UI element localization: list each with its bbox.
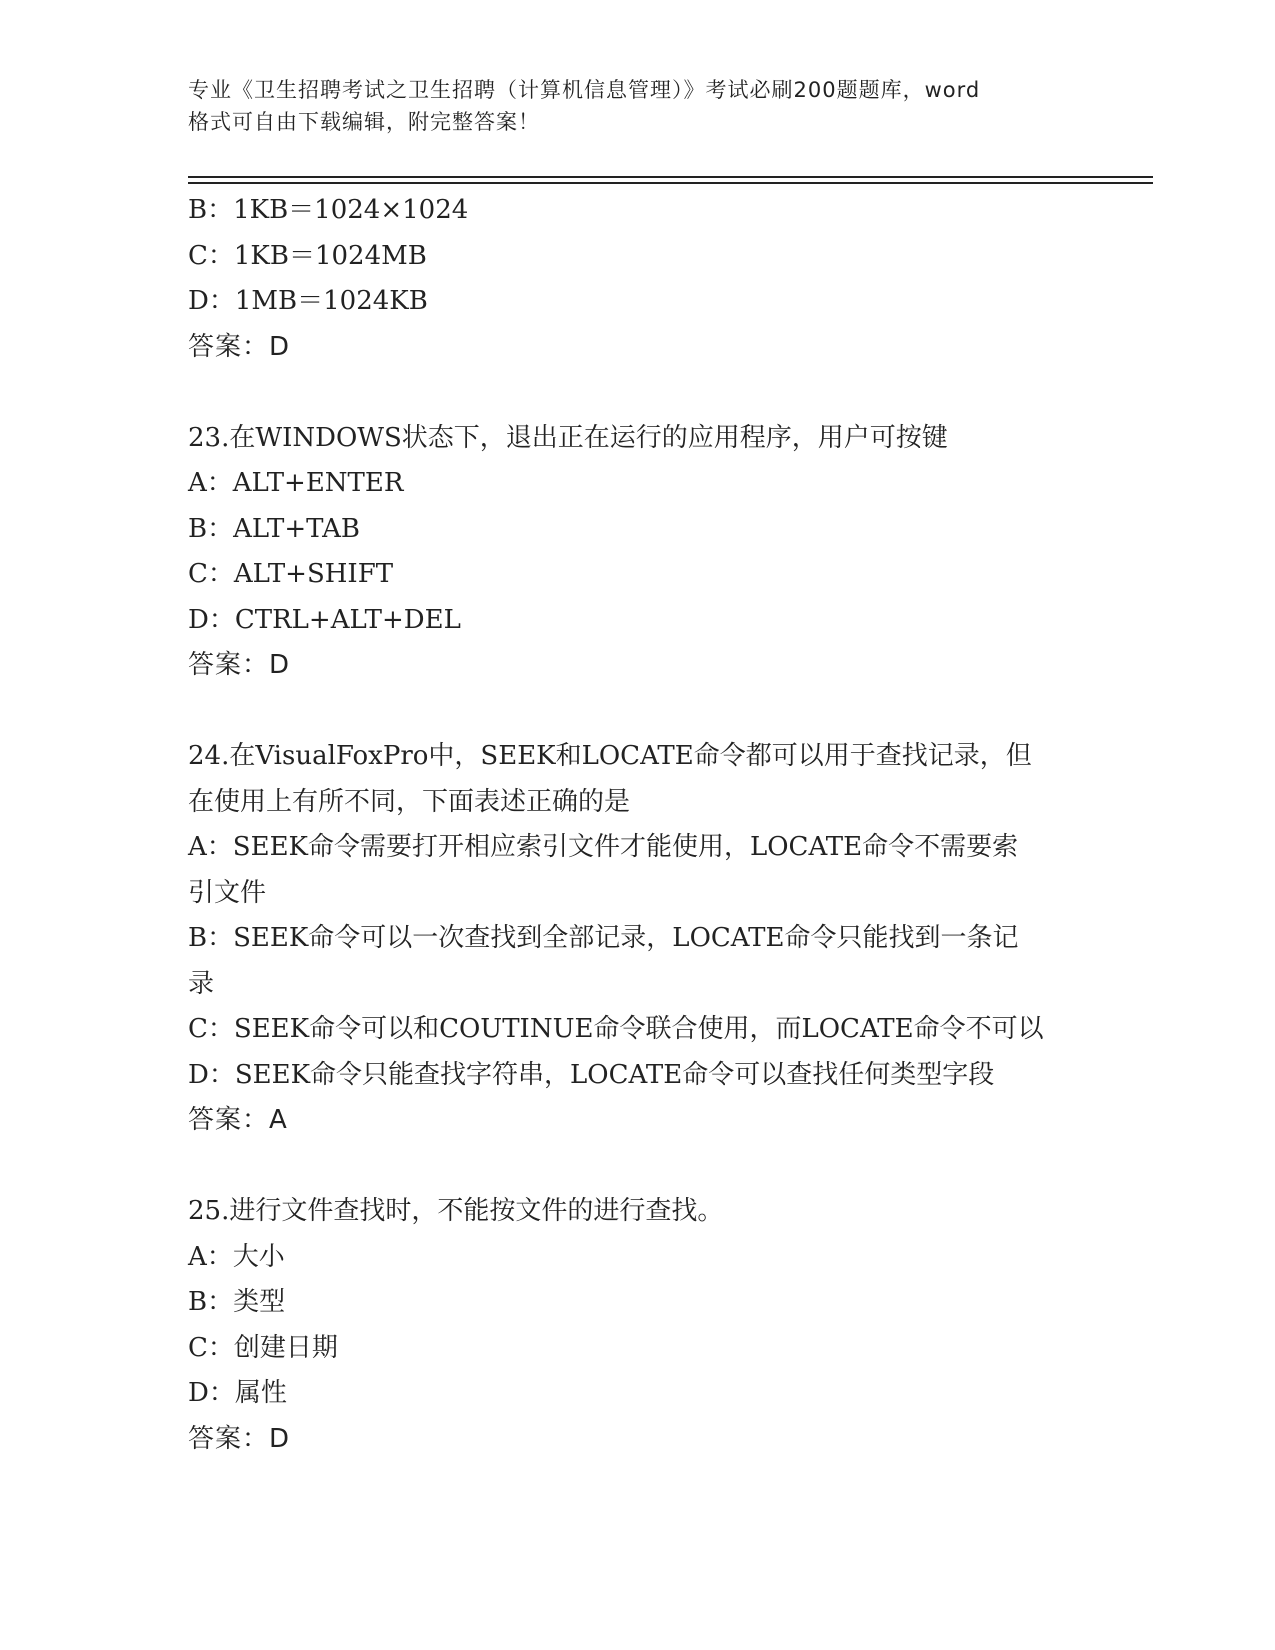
spacer: [188, 370, 1088, 416]
q24-question-line-2: 在使用上有所不同，下面表述正确的是: [188, 786, 631, 817]
q24-option-c: C：SEEK命令可以和COUTINUE命令联合使用，而LOCATE命令不可以: [188, 1014, 1044, 1044]
spacer: [188, 689, 1088, 735]
document-header: [188, 74, 1088, 138]
q25-option-b: B：类型: [188, 1287, 286, 1317]
q23-option-d: D：CTRL+ALT+DEL: [188, 604, 461, 635]
header-line-2: 格式可自由下载编辑，附完整答案！: [188, 110, 540, 134]
q24-option-b-line-2: 录: [188, 968, 215, 999]
q25-option-a: A：大小: [188, 1241, 285, 1272]
q22-option-d: D：1MB＝1024KB: [188, 286, 428, 316]
q25-answer: 答案：D: [188, 1423, 291, 1454]
document-body: [188, 188, 1088, 1462]
q24-answer: 答案：A: [188, 1105, 288, 1135]
q22-answer: 答案：D: [188, 331, 291, 362]
q23-option-c: C：ALT+SHIFT: [188, 559, 394, 589]
q24-option-b-line-1: B：SEEK命令可以一次查找到全部记录，LOCATE命令只能找到一条记: [188, 923, 1019, 953]
q23-option-a: A：ALT+ENTER: [188, 468, 404, 498]
q24-option-a-line-2: 引文件: [188, 877, 267, 908]
q24-option-d: D：SEEK命令只能查找字符串，LOCATE命令可以查找任何类型字段: [188, 1059, 995, 1090]
header-rule-top: [188, 176, 1153, 178]
header-line-1: 专业《卫生招聘考试之卫生招聘（计算机信息管理）》考试必刷200题题库，word: [188, 78, 981, 102]
q22-option-c: C：1KB＝1024MB: [188, 240, 427, 271]
q22-option-b: B：1KB＝1024×1024: [188, 195, 469, 225]
spacer: [188, 1144, 1088, 1190]
q25-option-c: C：创建日期: [188, 1332, 338, 1363]
header-rule-bottom: [188, 182, 1153, 184]
q24-question-line-1: 24.在VisualFoxPro中，SEEK和LOCATE命令都可以用于查找记录，但: [188, 741, 1032, 771]
q23-question: 23.在WINDOWS状态下，退出正在运行的应用程序，用户可按键: [188, 422, 948, 453]
q25-option-d: D：属性: [188, 1378, 287, 1408]
q23-answer: 答案：D: [188, 650, 291, 680]
q23-option-b: B：ALT+TAB: [188, 513, 360, 544]
q25-question: 25.进行文件查找时，不能按文件的进行查找。: [188, 1196, 724, 1226]
q24-option-a-line-1: A：SEEK命令需要打开相应索引文件才能使用，LOCATE命令不需要索: [188, 832, 1019, 862]
